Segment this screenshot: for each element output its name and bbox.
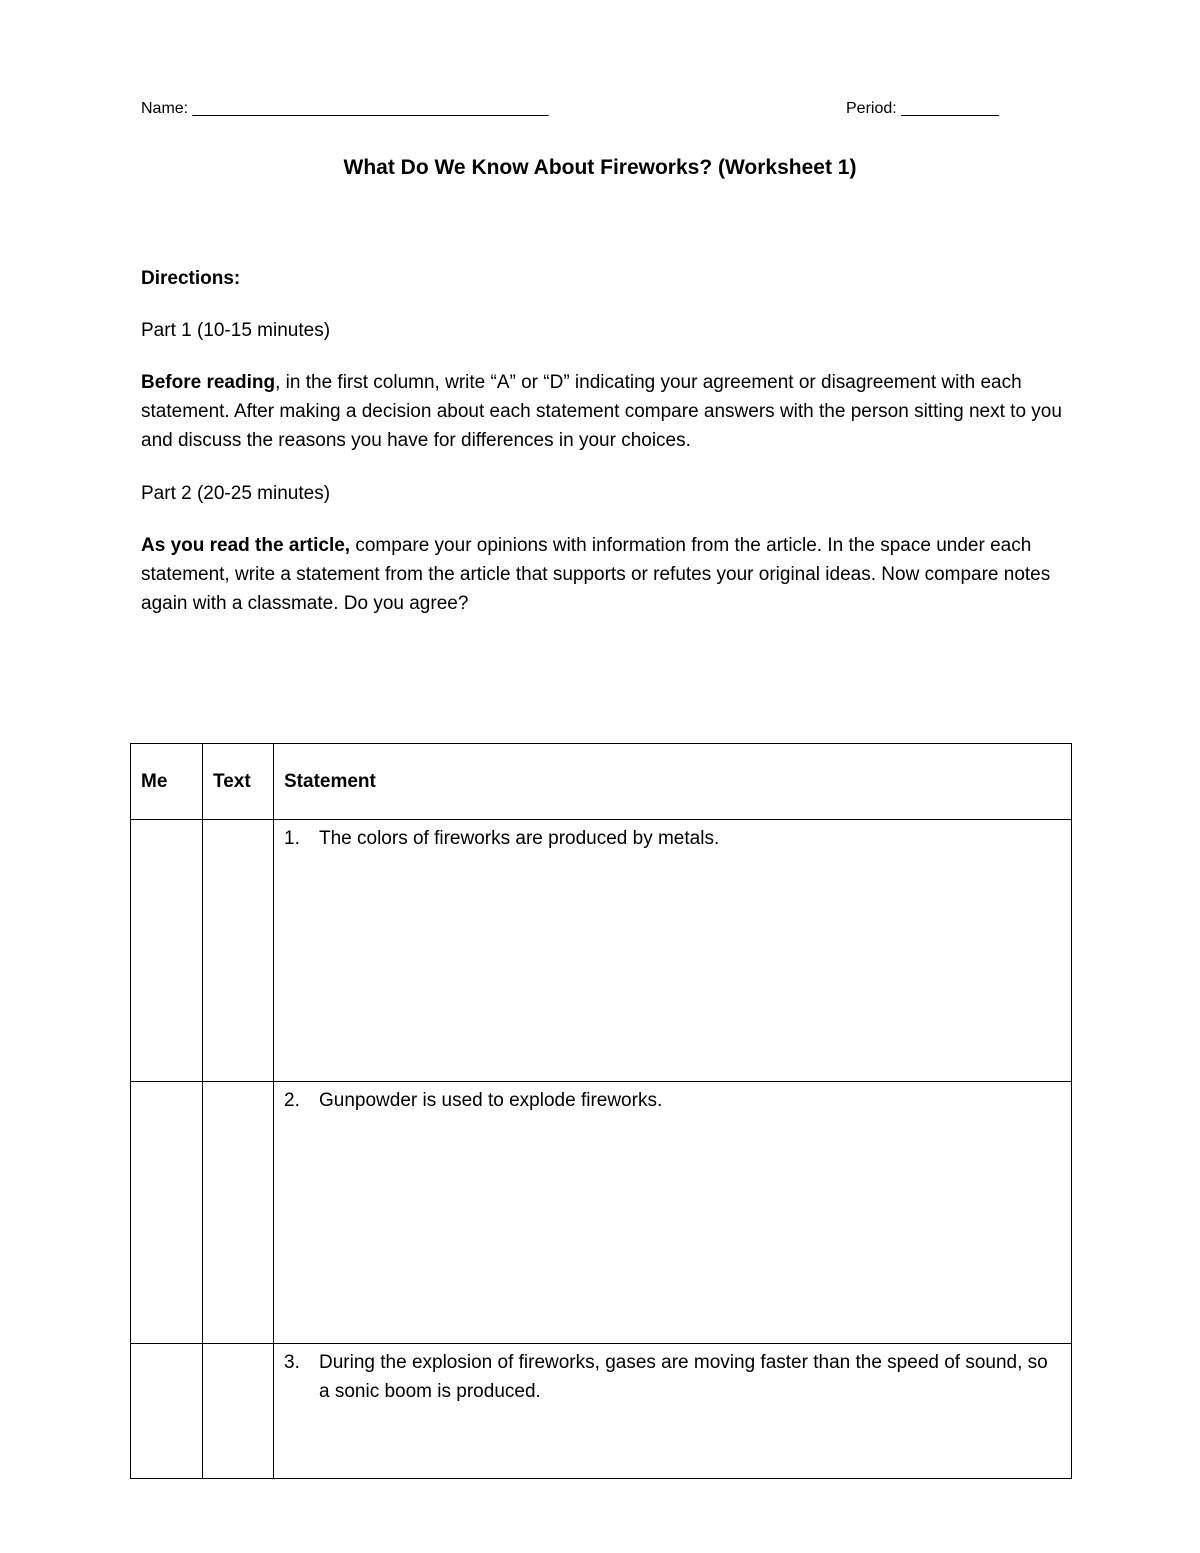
statement-cell-1[interactable] (274, 820, 1072, 1082)
statement-number: 1. (284, 828, 300, 849)
worksheet-title: What Do We Know About Fireworks? (Worksheet 1) (343, 156, 857, 179)
table-row (131, 820, 1072, 1082)
name-field-line[interactable]: Name: ________________________________________ (141, 100, 549, 117)
table-header-row (131, 744, 1072, 820)
header-text: Text (203, 744, 274, 820)
part2-label: Part 2 (20-25 minutes) (141, 483, 331, 504)
part2-text: compare your opinions with information from the article. In the space under each statement, write a statement from the article that supports or refutes your original ideas. Now compare notes again with a classmate. Do you agree? (141, 535, 1051, 614)
part1-text: , in the first column, write “A” or “D” indicating your agreement or disagreement with each statement. After making a decision about each statement compare answers with the person sitting next to you and discuss the reasons you have for differences in your choices. (141, 372, 1062, 451)
statement-text: During the explosion of fireworks, gases are moving faster than the speed of sound, so a sonic boom is produced. (319, 1352, 1048, 1402)
table-row (131, 1082, 1072, 1344)
text-answer-cell-2[interactable] (203, 1082, 274, 1344)
period-field-line[interactable]: Period: ___________ (846, 100, 1000, 117)
table-row (131, 1344, 1072, 1479)
part1-bold-lead: Before reading (141, 372, 276, 393)
me-answer-cell-1[interactable] (131, 820, 203, 1082)
anticipation-guide-table (130, 743, 1072, 1479)
statement-text: The colors of fireworks are produced by metals. (319, 828, 720, 849)
part2-instructions (141, 531, 1071, 618)
statement-number: 3. (284, 1352, 300, 1373)
part1-instructions (141, 368, 1071, 455)
statement-number: 2. (284, 1090, 300, 1111)
statement-cell-2[interactable] (274, 1082, 1072, 1344)
text-answer-cell-1[interactable] (203, 820, 274, 1082)
header-statement: Statement (274, 744, 1072, 820)
directions-heading: Directions: (141, 268, 241, 289)
me-answer-cell-2[interactable] (131, 1082, 203, 1344)
text-answer-cell-3[interactable] (203, 1344, 274, 1479)
me-answer-cell-3[interactable] (131, 1344, 203, 1479)
statement-text: Gunpowder is used to explode fireworks. (319, 1090, 663, 1111)
part2-bold-lead: As you read the article, (141, 535, 351, 556)
header-me: Me (131, 744, 203, 820)
statement-cell-3[interactable] (274, 1344, 1072, 1479)
part1-label: Part 1 (10-15 minutes) (141, 320, 331, 341)
